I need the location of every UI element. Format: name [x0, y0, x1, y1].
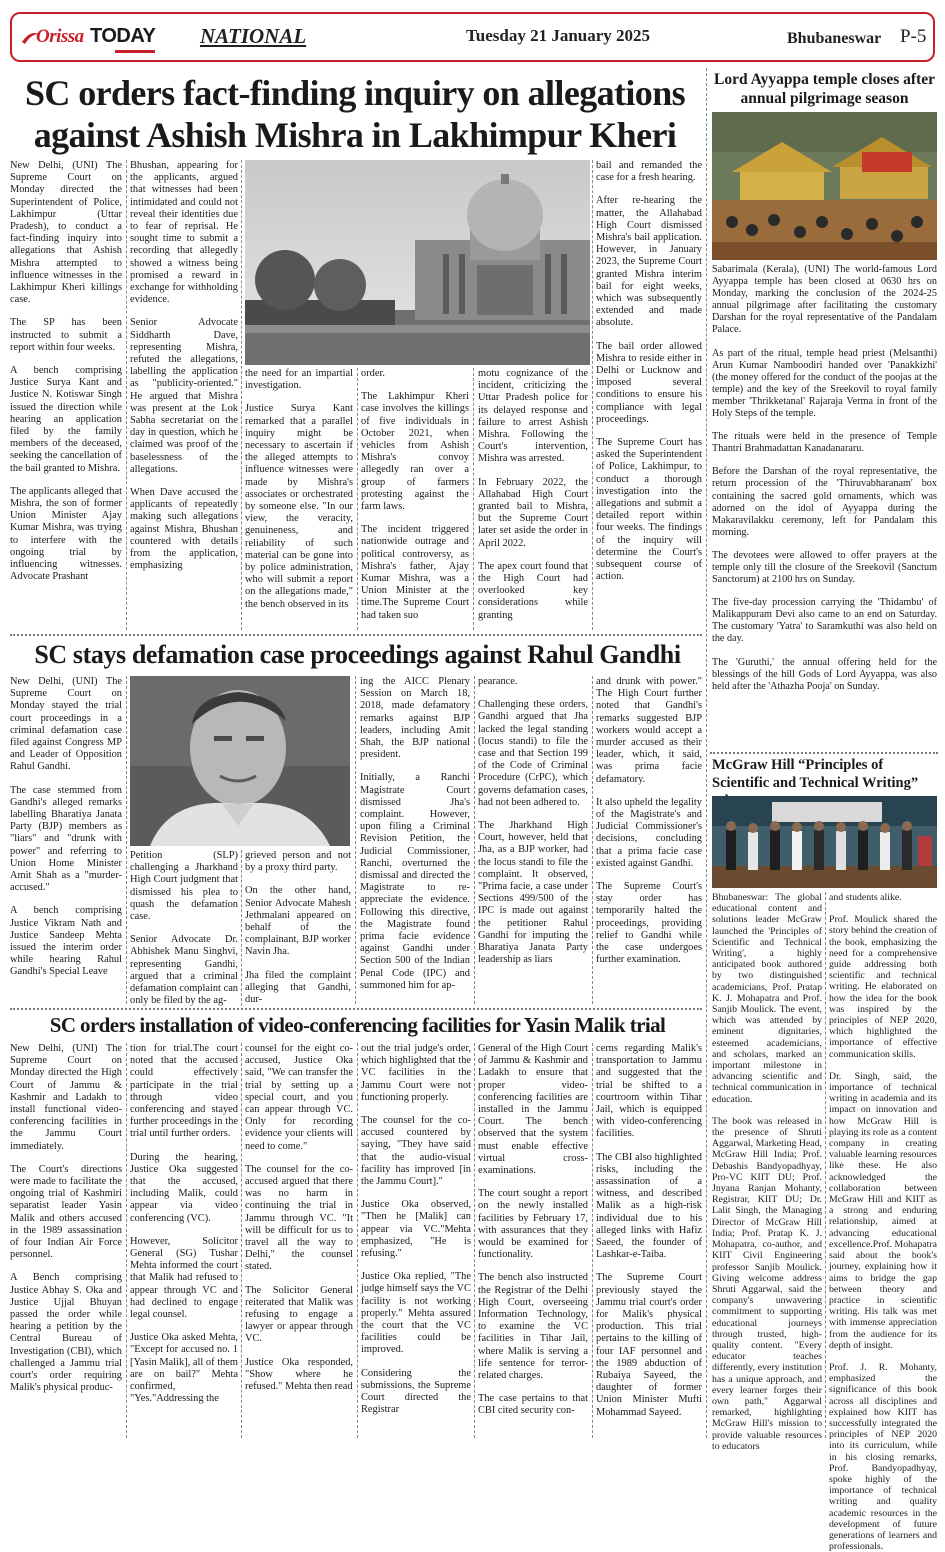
paragraph: The 'Guruthi,' the annual offering held for the blessings of the hill Gods of Lord Ayyappa, was also held after the 'Athazha Pooja' on Sunday. — [712, 656, 937, 692]
column-rule — [241, 160, 242, 630]
paragraph: The incident triggered nationwide outrage and political controversy, as Mishra's father, Ajay Kumar Mishra, was a Union Minister at the time.The Supreme Court had taken suo — [361, 524, 469, 621]
story1-col1 — [10, 160, 122, 632]
paragraph: the need for an impartial investigation. — [245, 368, 353, 392]
column-rule — [126, 676, 127, 1004]
paragraph: tion for trial.The court noted that the accused could effectively participate in the trial through video conferencing and stayed further proceedings in the trial until further orders. — [130, 1043, 238, 1140]
paragraph: The counsel for the co-accused countered by saying, "They have said that the audio-visual facility has improved [in the Jammu Court]." — [361, 1115, 471, 1188]
paragraph: In February 2022, the Allahabad High Court granted bail to Mishra, but the Supreme Court later set aside the order in April 2022. — [478, 476, 588, 549]
story2-col3 — [245, 850, 351, 1006]
column-rule — [355, 676, 356, 1004]
paragraph: counsel for the eight co-accused, Justice Oka said, "We can transfer the trial by setting up a special court, and you can appear through VC. Only for recording evidence your clients will need to come." — [245, 1043, 353, 1152]
paragraph: Initially, a Ranchi Magistrate Court dismissed Jha's complaint. However, upon filing a Criminal Revision Petition, the Judicial Commissioner, Ranchi, overturned the dismissal and directed the Magistrate to re-appreciate the evidence. Following this directive, the Magistrate found prima facie evidence against Gandhi under Section 500 of the Indian Penal Code (IPC) and summoned him for ap- — [360, 772, 470, 991]
story5-col2 — [829, 892, 937, 1552]
paragraph: The book was released in the presence of Shruti Aggarwal, Marketing Head, McGraw Hill India; Prof. Debashis Bandyopadhyay, Pro-VC KIIT DU; Prof. Jnyana Ranjan Mohanty, Registrar, KIIT DU; Dr. Lalit Singh, the Managing Director of McGraw Hill India; Prof. Pratap K. J. Mohapatra, co-author, and KIIT Civil Engineering professor Sanjib Moulick. Giving welcome address Shruti Aggarwal, said the company's unwavering commitment to supporting educational journeys through trusted, high-quality content. "Every educator teaches differently, every institution has a unique approach, and every learner forges their own path," Aggarwal remarked, highlighting McGraw Hill's mission to provide valuable resources to educators — [712, 1115, 822, 1452]
column-rule — [825, 892, 826, 1438]
paragraph: Justice Oka responded, "Show where he refused." Mehta then read — [245, 1356, 353, 1393]
column-rule — [357, 368, 358, 630]
paragraph: Considering the submissions, the Supreme Court directed the Registrar — [361, 1367, 471, 1416]
paragraph: Justice Oka observed, "Then he [Malik] can appear via VC."Mehta emphasized, "He is refusing." — [361, 1199, 471, 1260]
paragraph: The Supreme Court previously stayed the Jammu trial court's order for Malik's physical production. This trial pertains to the killing of four IAF personnel and the 1989 abduction of Rubaiya Sayeed, the daughter of former Union Minister Mufti Mohammad Sayeed. — [596, 1272, 702, 1418]
paragraph: The apex court found that the High Court had overlooked key considerations while granting — [478, 560, 588, 621]
sabarimala-temple-photo — [712, 112, 937, 260]
paragraph: grieved person and not by a proxy third party. — [245, 850, 351, 874]
paragraph: General of the High Court of Jammu & Kashmir and Ladakh to ensure that proper video-conferencing facilities are installed in the Jammu Court. The bench observed that the system must enable effective virtual cross-examinations. — [478, 1043, 588, 1177]
column-rule — [473, 368, 474, 630]
masthead — [10, 12, 935, 62]
column-rule — [592, 160, 593, 630]
rahul-gandhi-photo — [130, 676, 350, 846]
paragraph: The SP has been instructed to submit a report within four weeks. — [10, 317, 122, 353]
paragraph: out the trial judge's order, which highlighted that the VC facilities in the Jammu Court were not functioning properly. — [361, 1043, 471, 1103]
paragraph: motu cognizance of the incident, criticizing the Uttar Pradesh police for its delayed response and failure to arrest Ashish Mishra. Following the Court's intervention, Mishra was arrested. — [478, 368, 588, 465]
paragraph: Justice Oka replied, "The judge himself says the VC facility is not working properly." Mehta assured the court that the VC facilities could be improved. — [361, 1271, 471, 1356]
paragraph: Sabarimala (Kerala), (UNI) The world-famous Lord Ayyappa temple has been closed at 0630 hrs on Monday, marking the conclusion of the 2024-25 annual pilgrimage after facilitating the customary Darshan for the royal representative of the Pandalam Palace. — [712, 264, 937, 336]
story-separator — [10, 634, 702, 636]
story3-col3 — [245, 1043, 353, 1438]
column-rule — [357, 1043, 358, 1438]
paragraph: Bhushan, appearing for the applicants, argued that witnesses had been intimidated and could not reveal their identities due to fear of reprisal. He sought time to submit a recording that allegedly showed a witness being promised a reward in exchange for withholding evidence. — [130, 160, 238, 306]
story3-headline[interactable]: SC orders installation of video-conferencing facilities for Yasin Malik trial — [49, 1013, 666, 1037]
supreme-court-photo — [245, 160, 590, 365]
paragraph: Prof. Moulick shared the story behind the creation of the book, emphasizing the need for a comprehensive guide addressing both scientific and technical writing. He elaborated on how the idea for the book was inspired by the principles of NEP 2020, which highlighted the importance of effective communication skills. — [829, 914, 937, 1060]
story2-headline[interactable]: SC stays defamation case proceedings against Rahul Gandhi — [34, 640, 681, 669]
paragraph: The CBI also highlighted risks, including the assassination of a witness, and described Malik as a high-risk individual due to his alleged links with Hafiz Saeed, the founder of Lashkar-e-Taiba. — [596, 1151, 702, 1261]
paragraph: cerns regarding Malik's transportation to Jammu and suggested that the trial be shifted to a courtroom within Tihar Jail, which is equipped with video-conferencing facilities. — [596, 1043, 702, 1140]
story-separator — [10, 1008, 702, 1010]
story2-col4 — [360, 676, 470, 1006]
paragraph: Before the Darshan of the royal representative, the return procession of the 'Thiruvabharanam' box containing the sacred gold ornaments, which was adorned on the idol of Ayyappa during the Makaravilakku ceremony, left for Pandalam this morning. — [712, 466, 937, 538]
paragraph: Justice Surya Kant remarked that a parallel inquiry might be necessary to ascertain if the alleged attempts to influence witnesses were made by Mishra's associates or orchestrated by someone else. "In our view, the veracity, genuineness, and reliability of such material can be gone into by police administration, who will submit a report on the allegations made," the bench observed in its — [245, 403, 353, 610]
logo-today-text: TODAY — [90, 25, 156, 47]
paragraph: A bench comprising Justice Surya Kant and Justice N. Kotiswar Singh issued the direction while hearing an application filed by the family members of the deceased, seeking the cancellation of the bail granted to Mishra. — [10, 365, 122, 474]
paragraph: Jha filed the complaint alleging that Gandhi, dur- — [245, 969, 351, 1006]
story2-col1 — [10, 676, 122, 1006]
column-rule — [241, 1043, 242, 1438]
story5-headline[interactable]: McGraw Hill “Principles of Scientific and Technical Writing” — [712, 757, 919, 791]
paragraph: and students alike. — [829, 892, 902, 903]
logo-orissa-text: Orissa — [36, 26, 84, 47]
paragraph: The devotees were allowed to offer prayers at the temple only till the closure of the Sreekovil (Sanctum Sanctorum) at 2100 hrs on Sunday. — [712, 549, 937, 586]
page-number: P-5 — [900, 26, 927, 47]
paragraph: and drunk with power." The High Court further noted that Gandhi's remarks suggested BJP workers would accept a murder accused as their leader, which, it said, was prima facie defamatory. — [596, 676, 702, 785]
paragraph: New Delhi, (UNI) The Supreme Court on Monday stayed the trial court proceedings in a criminal defamation case filed against Congress MP and Leader of Opposition Rahul Gandhi. — [10, 676, 122, 773]
paragraph: The court sought a report on the newly installed facilities by February 17, with assurances that they would be examined for functionality. — [478, 1188, 588, 1261]
paragraph: The bail order allowed Mishra to reside either in Delhi or Lucknow and imposed several conditions to ensure his compliance with legal proceedings. — [596, 340, 702, 425]
story-separator — [710, 752, 938, 754]
paragraph: Bhubaneswar: The global educational content and solutions leader McGraw launched the 'Principles of Scientific and Technical Writing', a highly anticipated book authored by two distinguished academicians, Prof. Pratap K. J. Mohapatra and Prof. Sanjib Moulick. The event, which was attended by eminent dignitaries, esteemed academicians, and scholars, marked an important milestone in advancing scientific and technical communication in education. — [712, 892, 822, 1105]
paragraph: Challenging these orders, Gandhi argued that Jha lacked the legal standing (locus standi) to file the case and that Section 199 of the Code of Criminal Procedure (CrPC), which governs defamation cases, had not been adhered to. — [478, 699, 588, 808]
paragraph: New Delhi, (UNI) The Supreme Court on Monday directed the High Court of Jammu & Kashmir and Ladakh to install functional video-conferencing facilities in the Jammu Court immediately. — [10, 1043, 122, 1152]
paragraph: The Supreme Court's stay order has temporarily halted the proceedings, providing relief to Gandhi while the case undergoes further examination. — [596, 881, 702, 966]
paragraph: bail and remanded the case for a fresh hearing. — [596, 160, 702, 184]
story4-headline[interactable]: Lord Ayyappa temple closes after annual pilgrimage season — [714, 71, 935, 107]
paragraph: After re-hearing the matter, the Allahabad High Court dismissed Mishra's bail application. However, in January 2023, the Supreme Court granted Mishra interim bail for eight weeks, which was subsequently extended and made absolute. — [596, 195, 702, 329]
paragraph: The Supreme Court has asked the Superintendent of Police, Lakhimpur, to conduct a thorough investigation into the allegations and submit a detailed report within four weeks. The findings of the inquiry will determine the Court's subsequent course of action. — [596, 437, 702, 583]
column-rule — [126, 1043, 127, 1438]
paragraph: It also upheld the legality of the Magistrate's and Judicial Commissioner's decisions, concluding that a prima facie case existed against Gandhi. — [596, 796, 702, 869]
column-rule — [474, 676, 475, 1004]
story1-col2 — [130, 160, 238, 632]
story1-headline[interactable]: SC orders fact-finding inquiry on allegations against Ashish Mishra in Lakhimpur Kheri — [24, 73, 686, 155]
story4-body — [712, 264, 937, 750]
paragraph: The case stemmed from Gandhi's alleged remarks labelling Bharatiya Janata Party (BJP) members as "liars" and "drunk with power" and referring to Union Home Minister Amit Shah as a "murder-accused." — [10, 784, 122, 894]
story3-col1 — [10, 1043, 122, 1438]
story2-col5 — [478, 676, 588, 1006]
paragraph: Senior Advocate Dr. Abhishek Manu Singhvi, representing Gandhi, argued that a criminal defamation complaint can only be filed by the ag- — [130, 934, 238, 1007]
paragraph: Dr. Singh, said, the importance of technical writing in academia and its impact on innovation and how McGraw Hill is playing its role as a content company in creating valuable learning resources like these. He also acknowledged the collaboration between McGraw Hill and KIIT as a strong and enduring relationship, aimed at advancing educational excellence.Prof. Mohapatra said about the book's journey, explaining how it aims to bridge the gap between theory and practice in scientific writing. His talk was met with immense appreciation from the audience for its depth of insight. — [829, 1070, 937, 1351]
story3-col5 — [478, 1043, 588, 1438]
paragraph: A Bench comprising Justice Abhay S. Oka and Justice Ujjal Bhuyan passed the order while hearing a petition by the Central Bureau of Investigation (CBI), which challenged a Jammu trial court's order requiring Malik's physical produc- — [10, 1272, 122, 1394]
story1-col6 — [596, 160, 702, 632]
paragraph: A bench comprising Justice Vikram Nath and Justice Sandeep Mehta issued the interim order while hearing Rahul Gandhi's Special Leave — [10, 905, 122, 978]
paragraph: As part of the ritual, temple head priest (Melsanthi) Arun Kumar Namboodiri handed over 'Panakkizhi' (the money offered for the conduct of the poojas at the temple) and the key of the Sreekovil to royal family member 'Thrikketanal' Rajaraja Verma in front of the Holy Steps of the temple. — [712, 347, 937, 420]
issue-date: Tuesday 21 January 2025 — [466, 26, 651, 45]
section-label: NATIONAL — [200, 24, 307, 48]
paragraph: The rituals were held in the presence of Temple Thantri Brahmadattan Kanadanararu. — [712, 431, 937, 455]
paragraph: During the hearing, Justice Oka suggested that the accused, including Malik, could appear via video conferencing (VC). — [130, 1151, 238, 1224]
paragraph: The Lakhimpur Kheri case involves the killings of five individuals in October 2021, when vehicles from Ashish Mishra's convoy allegedly ran over a group of farmers protesting against the farm laws. — [361, 391, 469, 513]
column-rule — [126, 160, 127, 630]
column-rule — [592, 1043, 593, 1438]
story3-col4 — [361, 1043, 471, 1438]
city-label: Bhubaneswar — [787, 30, 882, 47]
story1-col3 — [245, 368, 353, 632]
book-release-photo — [712, 796, 937, 888]
story2-col2 — [130, 850, 238, 1006]
paragraph: However, Solicitor General (SG) Tushar Mehta informed the court that Malik had refused to appear through VC and had declined to engage legal counsel. — [130, 1235, 238, 1321]
paragraph: The Solicitor General reiterated that Malik was refusing to engage a lawyer or appear through VC. — [245, 1284, 353, 1345]
logo-underline — [115, 50, 155, 53]
story1-col5 — [478, 368, 588, 632]
paragraph: When Dave accused the applicants of repeatedly making such allegations against Mishra, Bhushan countered with details from the application, emphasizing — [130, 487, 238, 572]
paragraph: pearance. — [478, 676, 518, 687]
paragraph: On the other hand, Senior Advocate Mahesh Jethmalani appeared on behalf of the complainant, BJP worker Navin Jha. — [245, 885, 351, 958]
column-rule — [241, 850, 242, 1006]
paragraph: The five-day procession carrying the 'Thidambu' of Malikappuram Devi also came to an end on Saturday. The customary 'Yatra' to Saramkuthi was also held on the day. — [712, 597, 937, 645]
paragraph: Prof. J. R. Mohanty, emphasized the significance of this book across all disciplines and explained how KIIT has successfully integrated the principles of NEP 2020 into its curriculum, while in his closing remarks, Prof. Bandyopadhyay, spoke highly of the importance of technical writing and quality academic resources in the development of future generations of learners and professionals. — [829, 1361, 937, 1552]
column-rule — [592, 676, 593, 1004]
paragraph: The applicants alleged that Mishra, the son of former Union Minister Ajay Kumar Mishra, was trying to interfere with the ongoing trial by influencing witnesses. Advocate Prashant — [10, 485, 122, 583]
story3-col6 — [596, 1043, 702, 1438]
story3-col2 — [130, 1043, 238, 1438]
sidebar-rule — [706, 68, 707, 1438]
story2-col6 — [596, 676, 702, 1006]
paragraph: The counsel for the co-accused argued that there was no harm in continuing the trial in Jammu through VC. "It will be difficult for us to travel all the way to Delhi," the counsel stated. — [245, 1163, 353, 1273]
paragraph: The bench also instructed the Registrar of the Delhi High Court, overseeing Information Technology, to examine the VC facilities in Tihar Jail, where Malik is serving a life sentence for terror-related charges. — [478, 1272, 588, 1382]
paragraph: The Jharkhand High Court, however, held that Jha, as a BJP worker, had the locus standi to file the complaint. It observed, "Prima facie, a case under Sections 499/500 of the IPC is made out against the petitioner Rahul Gandhi for imputing the Bharatiya Janata Party leadership as liars — [478, 820, 588, 966]
story1-col4 — [361, 368, 469, 632]
paragraph: The Court's directions were made to facilitate the ongoing trial of Kashmiri separatist leader Yasin Malik and others accused in the 1989 assassination of four Indian Air Force personnel. — [10, 1163, 122, 1261]
paragraph: New Delhi, (UNI) The Supreme Court on Monday directed the Superintendent of Police, Lakhimpur (Uttar Pradesh), to conduct a fact-finding inquiry into allegations that Ashish Mishra attempted to influence witnesses in the Lakhimpur Kheri killings case. — [10, 160, 122, 306]
story5-col1 — [712, 892, 822, 1452]
paragraph: order. — [361, 368, 385, 379]
orissa-today-logo[interactable] — [20, 24, 160, 54]
column-rule — [474, 1043, 475, 1438]
paragraph: ing the AICC Plenary Session on March 18, 2018, made defamatory remarks against BJP leaders, including Amit Shah, the BJP national president. — [360, 676, 470, 761]
paragraph: Petition (SLP) challenging a Jharkhand High Court judgment that dismissed his plea to quash the defamation case. — [130, 850, 238, 923]
paragraph: Senior Advocate Siddharth Dave, representing Mishra, refuted the allegations, labelling the application as "publicity-oriented." He argued that Mishra was present at the Lok Sabha secretariat on the day in question, which he claimed was proof of the baselessness of the allegations. — [130, 317, 238, 475]
paragraph: Justice Oka asked Mehta, "Except for accused no. 1 [Yasin Malik], all of them are on bail?" Mehta confirmed, "Yes."Addressing the — [130, 1332, 238, 1405]
paragraph: The case pertains to that CBI cited security con- — [478, 1393, 588, 1417]
